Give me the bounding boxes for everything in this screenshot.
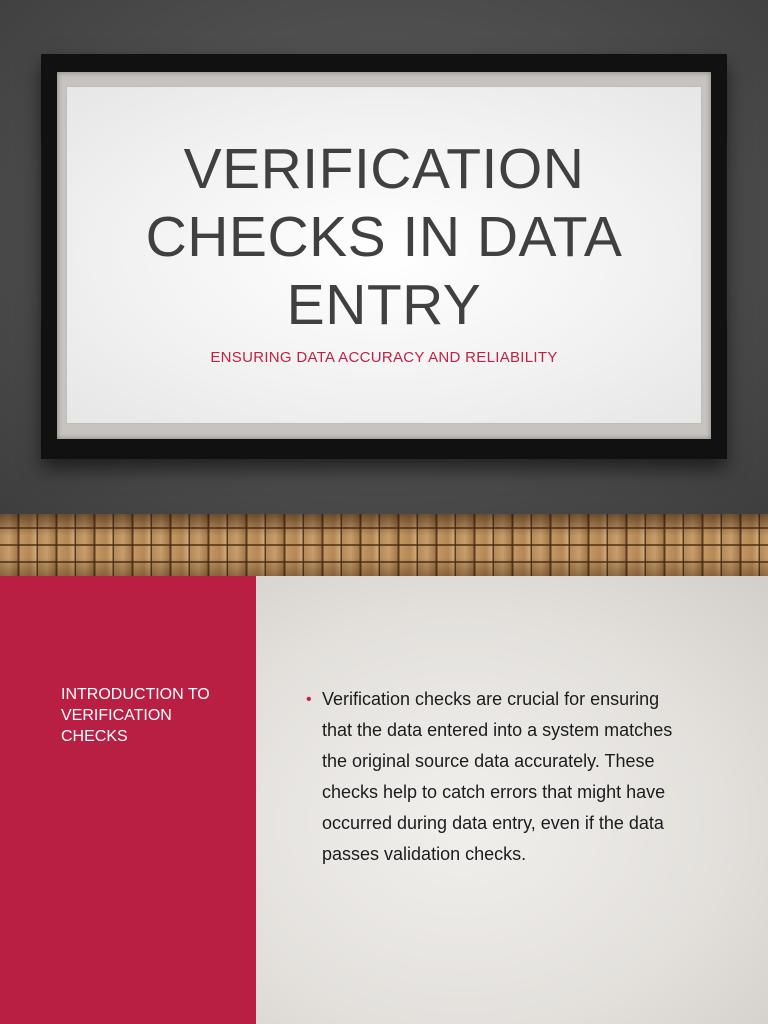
bullet-text: Verification checks are crucial for ensuring that the data entered into a system matches the original source data accurately. These checks help to catch errors that might have occurred during data entry, even if the data passes validation checks. [322, 689, 673, 864]
content-panel [256, 576, 768, 1024]
title-canvas [66, 86, 702, 424]
bullet-item [306, 684, 676, 870]
bullet-list [306, 684, 676, 870]
wooden-floor [0, 514, 768, 576]
section-heading: INTRODUCTION TO VERIFICATION CHECKS [61, 686, 210, 745]
intro-slide [0, 576, 768, 1024]
slide-title: VERIFICATION CHECKS IN DATA ENTRY [145, 137, 623, 337]
frame-mat [57, 72, 711, 439]
slide-subtitle: ENSURING DATA ACCURACY AND RELIABILITY [210, 349, 558, 366]
bullet-dot-icon: • [306, 691, 312, 708]
picture-frame [41, 54, 727, 459]
heading-panel [0, 576, 256, 1024]
